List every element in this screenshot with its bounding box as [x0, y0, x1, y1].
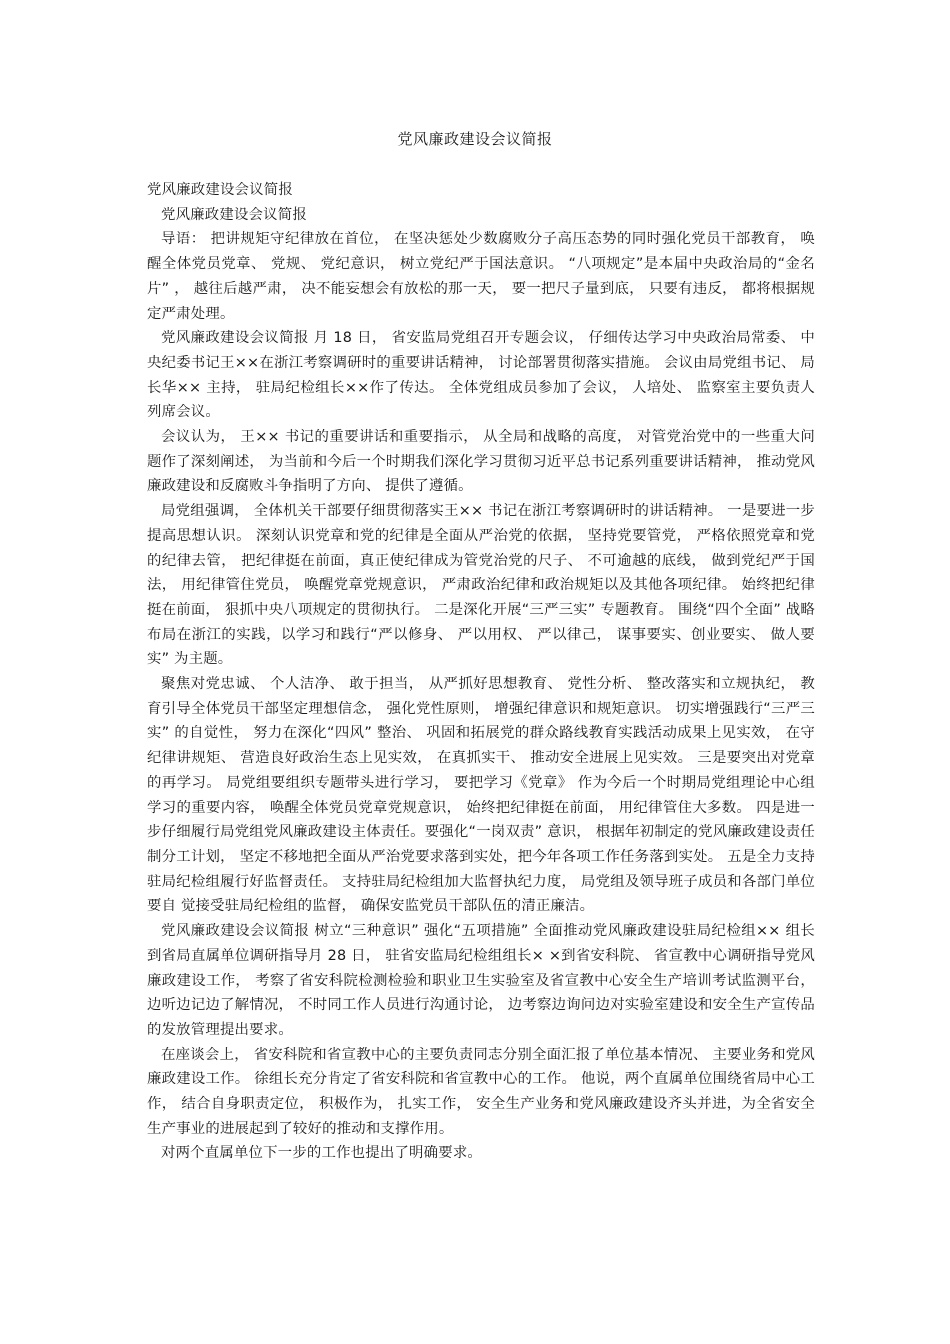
body-paragraph: 聚焦对党忠诚、 个人洁净、 敢于担当， 从严抓好思想教育、 党性分析、 整改落实和立规执纪， 教育引导全体党员干部坚定理想信念， 强化党性原则， 增强纪律意识和规矩意识。 切实增强践行“三严三实” 的自觉性， 努力在深化“四风” 整治、 巩固和拓展党的群众路线教育实践活动成果上见实效， 在守纪律讲规矩、 营造良好政治生态上见实效， 在真抓实干、 推动安全进展上见实效。 三是要突出对党章的再学习。 局党组要组织专题带头进行学习， 要把学习《党章》 作为今后一个时期局党组理论中心组学习的重要内容， 唤醒全体党员党章党规意识， 始终把纪律挺在前面， 用纪律管住大多数。 四是进一步仔细履行局党组党风廉政建设主体责任。要强化“一岗双责” 意识， 根据年初制定的党风廉政建设责任制分工计划， 坚定不移地把全面从严治党要求落到实处，把今年各项工作任务落到实处。 五是全力支持驻局纪检组履行好监督责任。 支持驻局纪检组加大监督执纪力度， 局党组及领导班子成员和各部门单位要自 觉接受驻局纪检组的监督， 确保安监党员干部队伍的清正廉洁。: [147, 676, 815, 915]
document-body: [147, 178, 815, 1166]
body-paragraph: 党风廉政建设会议简报 树立“三种意识” 强化“五项措施” 全面推动党风廉政建设驻局纪检组×× 组长到省局直属单位调研指导月 28 日， 驻省安监局纪检组组长× ×到省安科院、 省宣教中心调研指导党风廉政建设工作， 考察了省安科院检测检验和职业卫生实验室及省宣教中心安全生产培训考试监测平台， 边听边记边了解情况， 不时同工作人员进行沟通讨论， 边考察边询问边对实验室建设和安全生产宣传品的发放管理提出要求。: [147, 923, 815, 1038]
body-paragraph: 党风廉政建设会议简报: [161, 206, 307, 223]
body-paragraph: 导语： 把讲规矩守纪律放在首位， 在坚决惩处少数腐败分子高压态势的同时强化党员干部教育， 唤醒全体党员党章、 党规、 党纪意识， 树立党纪严于国法意识。 “八项规定”是本届中央政治局的“金名片” ， 越往后越严肃， 决不能妄想会有放松的那一天， 要一把尺子量到底， 只要有违反， 都将根据规定严肃处理。: [147, 231, 815, 322]
body-paragraph: 党风廉政建设会议简报: [147, 182, 293, 198]
body-paragraph: 局党组强调， 全体机关干部要仔细贯彻落实王×× 书记在浙江考察调研时的讲话精神。 一是要进一步提高思想认识。 深刻认识党章和党的纪律是全面从严治党的依据， 坚持党要管党， 严格依照党章和党的纪律去管， 把纪律挺在前面，真正使纪律成为管党治党的尺子、 不可逾越的底线， 做到党纪严于国法， 用纪律管住党员， 唤醒党章党规意识， 严肃政治纪律和政治规矩以及其他各项纪律。 始终把纪律挺在前面， 狠抓中央八项规定的贯彻执行。 二是深化开展“三严三实” 专题教育。 围绕“四个全面” 战略布局在浙江的实践，以学习和践行“严以修身、 严以用权、 严以律己， 谋事要实、创业要实、 做人要实” 为主题。: [147, 503, 815, 668]
body-paragraph: 在座谈会上， 省安科院和省宣教中心的主要负责同志分别全面汇报了单位基本情况、 主要业务和党风廉政建设工作。 徐组长充分肯定了省安科院和省宣教中心的工作。 他说，两个直属单位围绕省局中心工作， 结合自身职责定位， 积极作为， 扎实工作， 安全生产业务和党风廉政建设齐头并进，为全省安全生产事业的进展起到了较好的推动和支撑作用。: [147, 1046, 815, 1137]
document-title: 党风廉政建设会议简报: [397, 130, 553, 148]
body-paragraph: 会议认为， 王×× 书记的重要讲话和重要指示， 从全局和战略的高度， 对管党治党中的一些重大问题作了深刻阐述， 为当前和今后一个时期我们深化学习贯彻习近平总书记系列重要讲话精神， 推动党风廉政建设和反腐败斗争指明了方向、 提供了遵循。: [147, 429, 815, 495]
body-paragraph: 对两个直属单位下一步的工作也提出了明确要求。: [161, 1145, 482, 1162]
body-paragraph: 党风廉政建设会议简报 月 18 日， 省安监局党组召开专题会议， 仔细传达学习中央政治局常委、 中央纪委书记王××在浙江考察调研时的重要讲话精神， 讨论部署贯彻落实措施。 会议由局党组书记、 局长华×× 主持， 驻局纪检组长××作了传达。 全体党组成员参加了会议， 人培处、 监察室主要负责人列席会议。: [147, 330, 815, 421]
